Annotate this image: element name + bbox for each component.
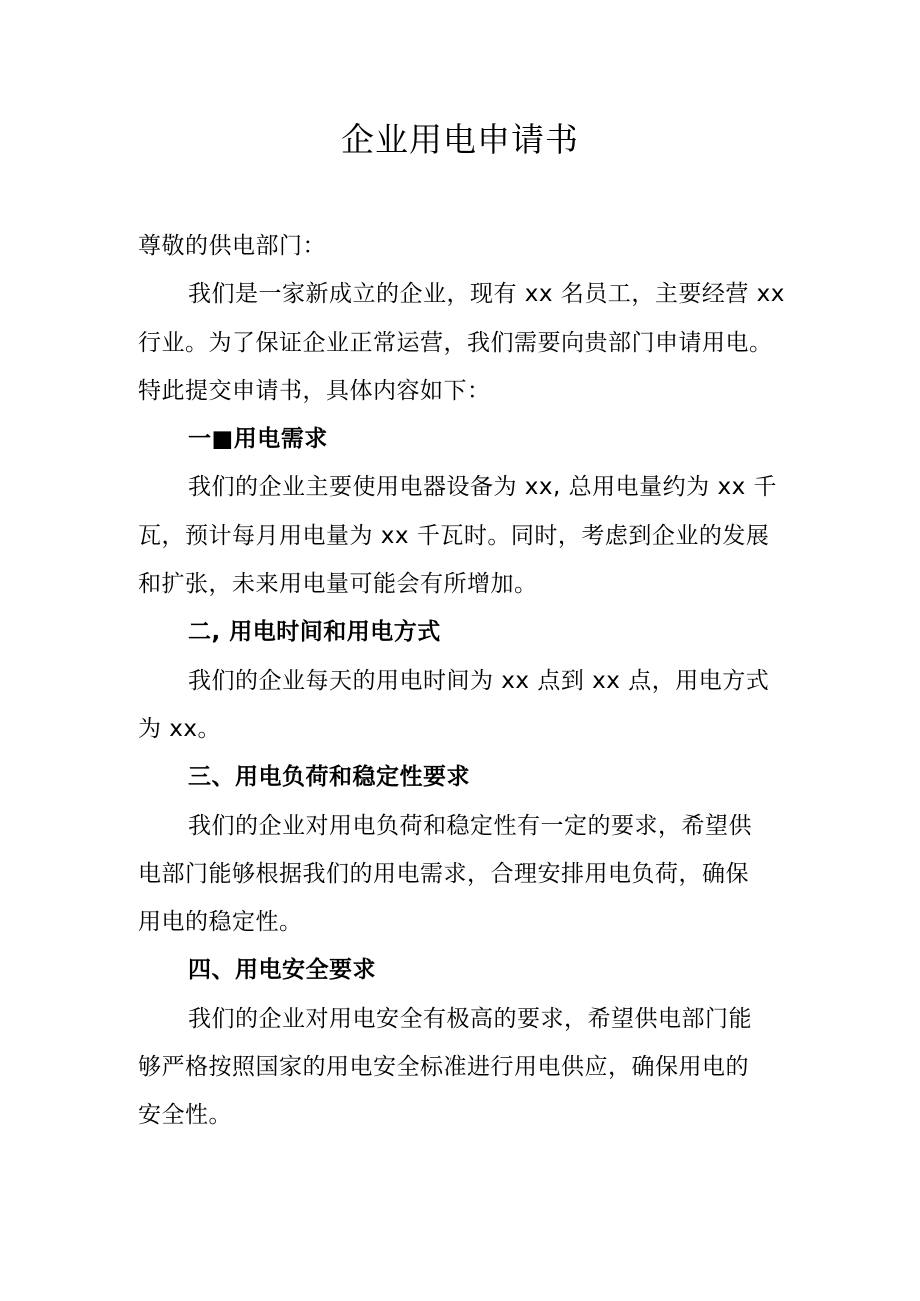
- intro-line-1: 我们是一家新成立的企业，现有 xx 名员工，主要经营 xx: [188, 281, 785, 308]
- section-4-line-2: 够严格按照国家的用电安全标准进行用电供应，确保用电的: [138, 1054, 749, 1081]
- section-3-line-2: 电部门能够根据我们的用电需求，合理安排用电负荷，确保: [138, 860, 749, 887]
- salutation: 尊敬的供电部门：: [138, 233, 326, 259]
- section-4-heading: 四、用电安全要求: [188, 957, 376, 984]
- section-2-line-1: 我们的企业每天的用电时间为 xx 点到 xx 点，用电方式: [188, 667, 770, 694]
- section-1-line-2: 瓦，预计每月用电量为 xx 千瓦时。同时，考虑到企业的发展: [138, 522, 770, 549]
- section-1-line-1: 我们的企业主要使用电器设备为 xx, 总用电量约为 xx 千: [188, 474, 778, 501]
- section-2-heading: 二, 用电时间和用电方式: [188, 619, 441, 646]
- intro-line-3: 特此提交申请书，具体内容如下：: [138, 377, 491, 404]
- section-3-line-1: 我们的企业对用电负荷和稳定性有一定的要求，希望供: [188, 812, 752, 839]
- document-body: [138, 222, 798, 1140]
- section-1-line-3: 和扩张，未来用电量可能会有所增加。: [138, 571, 538, 598]
- section-4-line-1: 我们的企业对用电安全有极高的要求，希望供电部门能: [188, 1005, 752, 1032]
- section-2-line-2: 为 xx。: [138, 715, 222, 742]
- section-1-heading: 一■用电需求: [188, 426, 328, 453]
- intro-line-2: 行业。为了保证企业正常运营，我们需要向贵部门申请用电。: [138, 329, 773, 356]
- document-title: 企业用电申请书: [341, 120, 579, 159]
- section-3-heading: 三、用电负荷和稳定性要求: [188, 764, 470, 791]
- section-3-line-3: 用电的稳定性。: [138, 909, 303, 936]
- section-4-line-3: 安全性。: [138, 1102, 232, 1129]
